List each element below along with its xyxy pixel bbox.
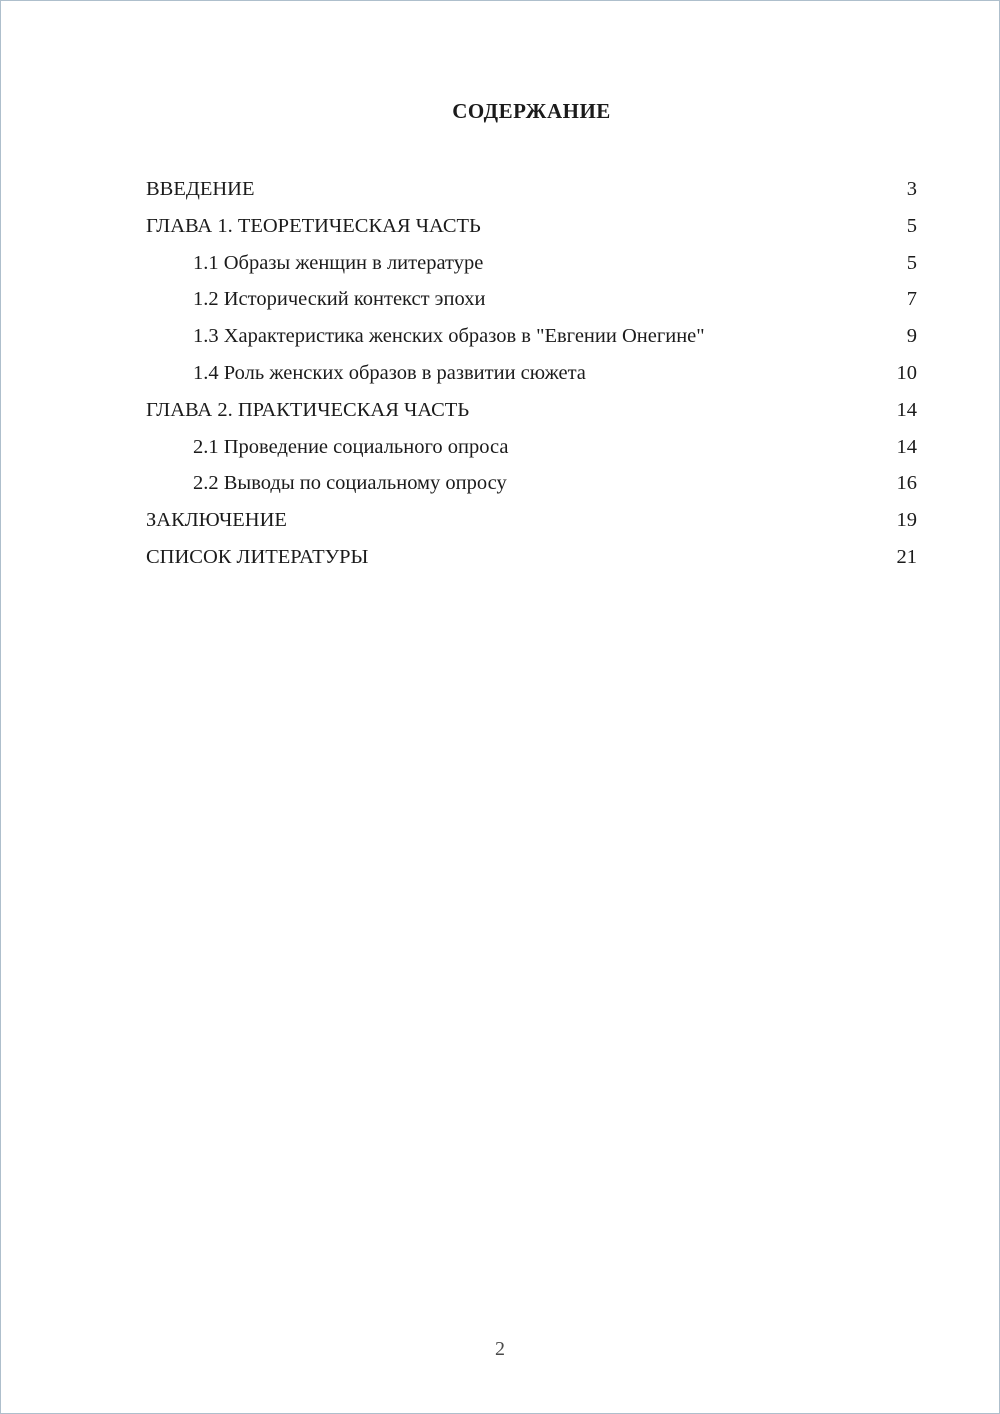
footer-page-number: 2: [495, 1338, 505, 1360]
toc-entry-label: 1.2 Исторический контекст эпохи: [193, 288, 486, 311]
toc-entry-label: 1.3 Характеристика женских образов в "Евгении Онегине": [193, 325, 705, 348]
toc-entry-label: 1.4 Роль женских образов в развитии сюжета: [193, 361, 586, 384]
toc-entry: [146, 318, 917, 355]
toc-entry-page: 14: [896, 435, 917, 458]
toc-entry-page: 9: [906, 325, 917, 348]
toc-entry-label: ГЛАВА 1. ТЕОРЕТИЧЕСКАЯ ЧАСТЬ: [146, 214, 481, 237]
toc-entry-label: ВВЕДЕНИЕ: [146, 178, 255, 200]
toc-entry-page: 10: [896, 361, 917, 384]
toc-entry-page: 7: [906, 288, 917, 311]
toc-entry: [146, 281, 917, 318]
page-content: [146, 98, 917, 576]
toc-entry: [146, 208, 917, 245]
toc-entry-page: 21: [896, 545, 917, 568]
toc-entry-page: 3: [906, 178, 917, 200]
toc-entry: [146, 465, 917, 502]
toc-entry-label: СПИСОК ЛИТЕРАТУРЫ: [146, 545, 369, 568]
toc-list: [146, 171, 917, 576]
toc-entry-label: 2.2 Выводы по социальному опросу: [193, 472, 507, 495]
toc-entry-page: 5: [906, 251, 917, 274]
toc-entry-label: 1.1 Образы женщин в литературе: [193, 251, 484, 274]
toc-entry-label: ГЛАВА 2. ПРАКТИЧЕСКАЯ ЧАСТЬ: [146, 398, 470, 421]
page-title: СОДЕРЖАНИЕ: [452, 99, 611, 123]
toc-entry: [146, 539, 917, 576]
toc-entry-page: 5: [906, 214, 917, 237]
toc-entry-label: 2.1 Проведение социального опроса: [193, 435, 509, 458]
toc-entry-page: 14: [896, 398, 917, 421]
toc-entry-label: ЗАКЛЮЧЕНИЕ: [146, 509, 287, 532]
toc-entry: [146, 171, 917, 208]
toc-entry: [146, 245, 917, 282]
toc-entry: [146, 429, 917, 466]
toc-entry: [146, 502, 917, 539]
toc-entry: [146, 392, 917, 429]
toc-entry-page: 16: [896, 472, 917, 495]
toc-entry-page: 19: [896, 509, 917, 532]
toc-entry: [146, 355, 917, 392]
